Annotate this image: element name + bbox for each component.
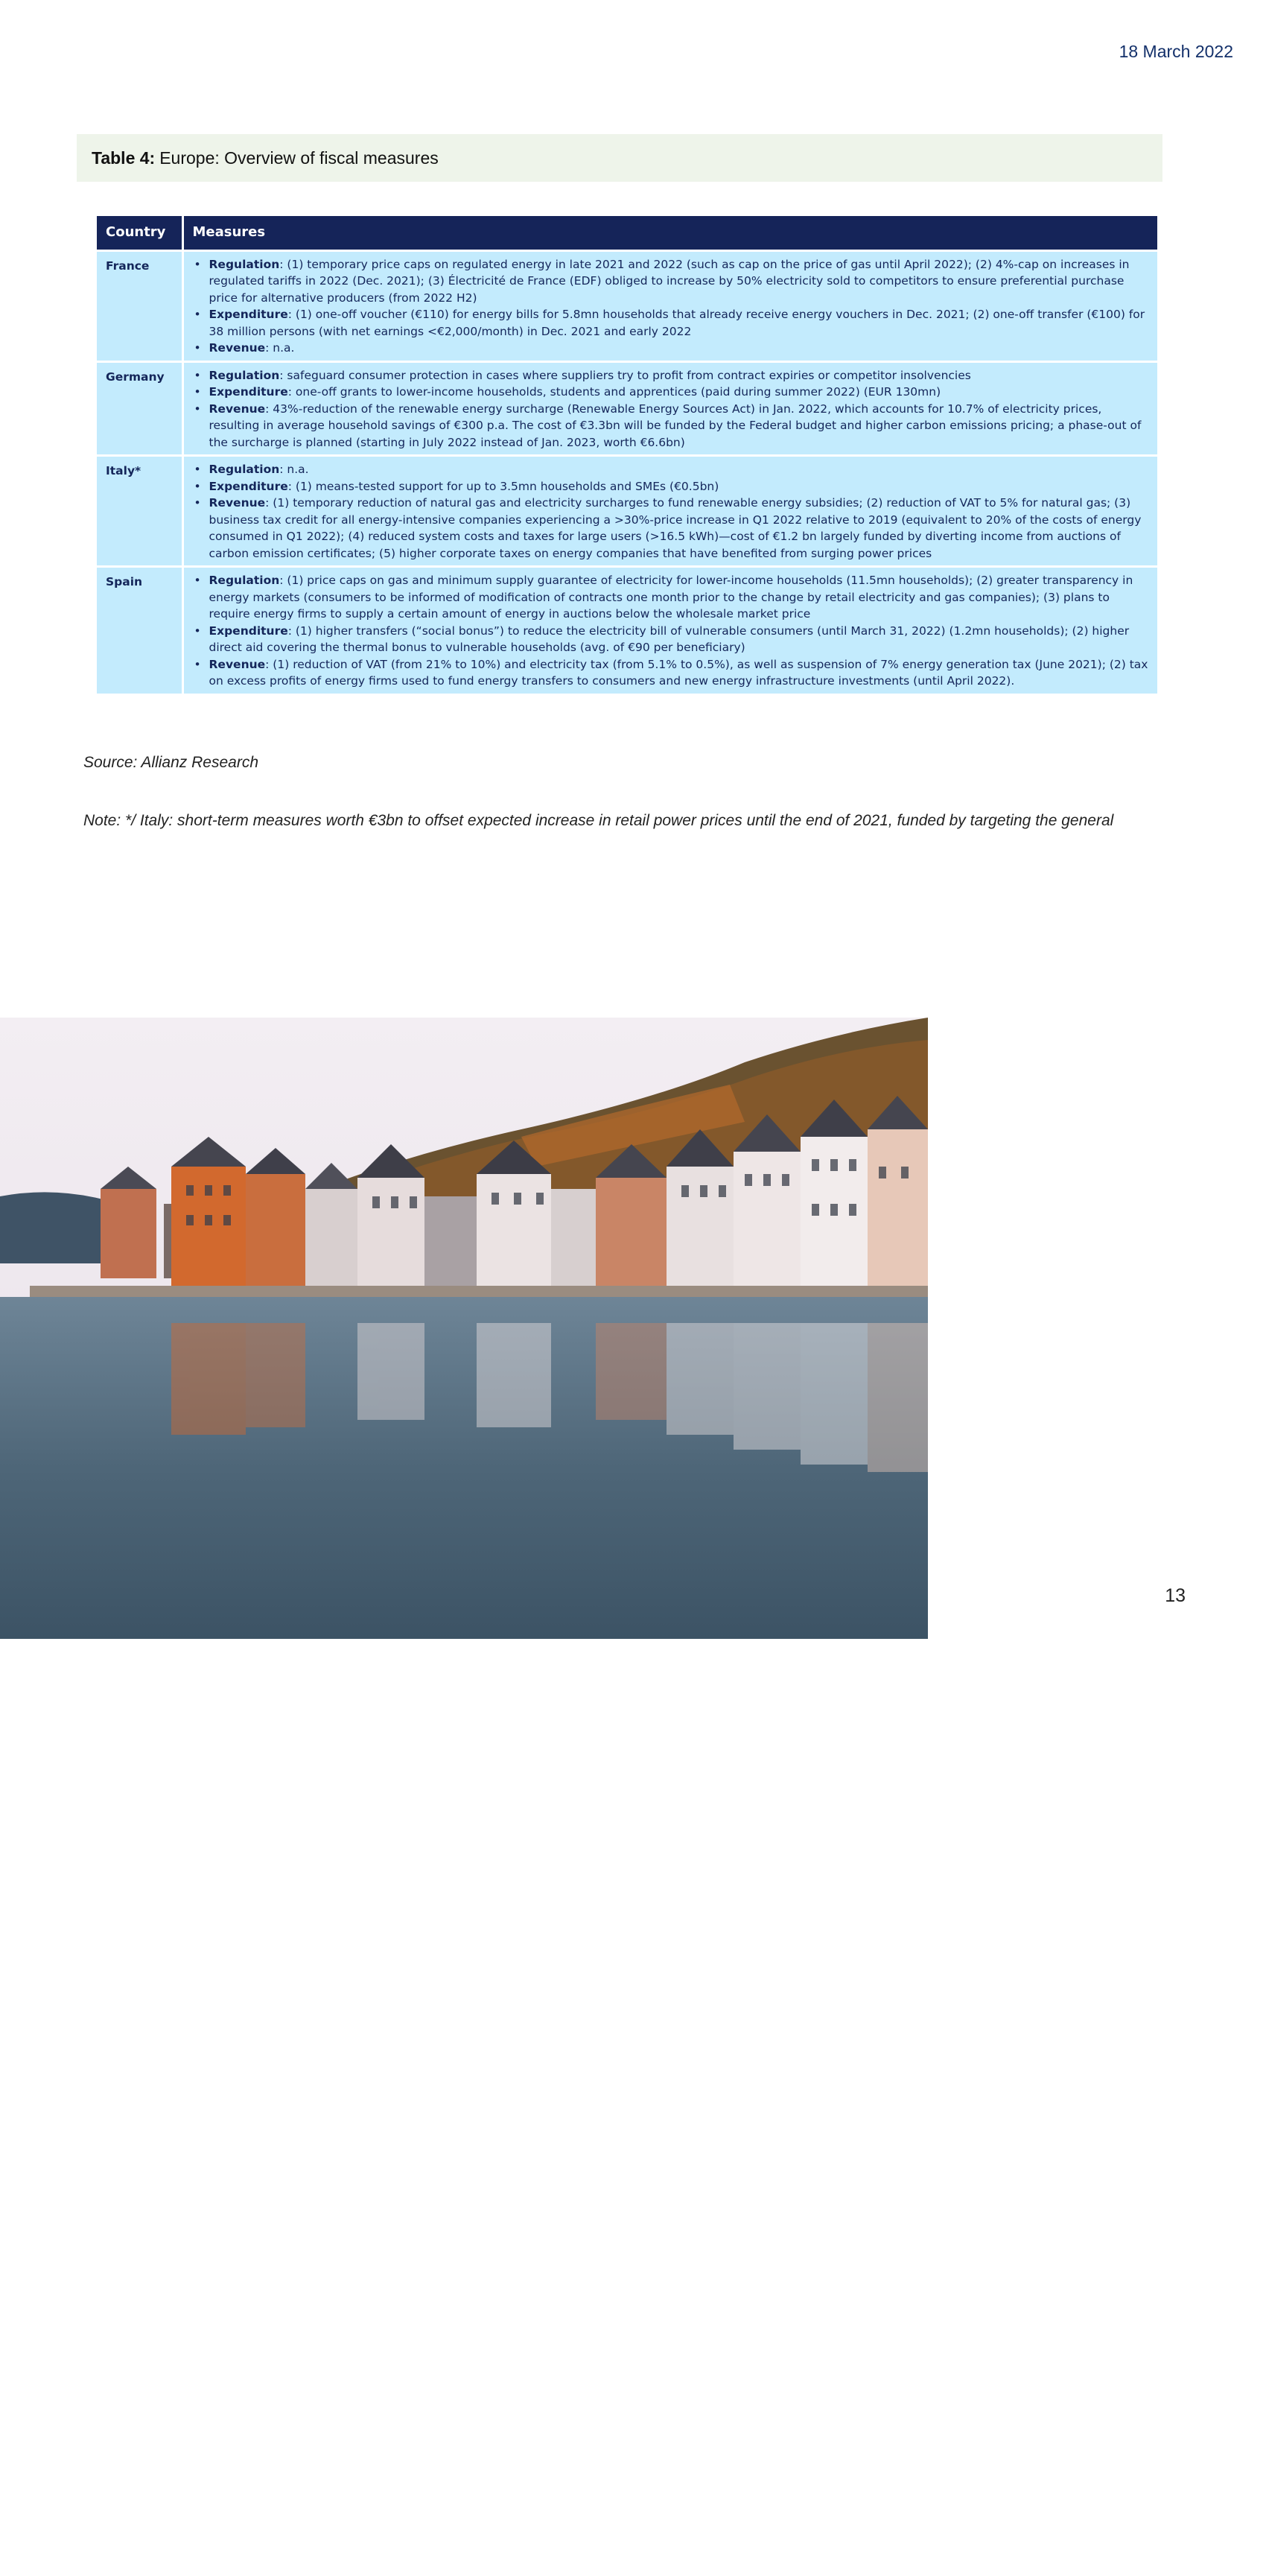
measure-label: Revenue (209, 341, 266, 355)
measure-label: Regulation (209, 463, 280, 476)
measures-cell (182, 456, 1157, 567)
measures-list (193, 461, 1149, 562)
measure-label: Expenditure (209, 624, 288, 638)
measure-text: : (1) means-tested support for up to 3.5mn households and SMEs (€0.5bn) (287, 479, 719, 493)
column-header-country: Country (97, 216, 182, 250)
river-town-photo (0, 1018, 928, 2576)
country-cell: Spain (97, 567, 182, 694)
measure-label: Expenditure (209, 385, 288, 399)
measure-text: : safeguard consumer protection in cases where suppliers try to profit from contract expiries or competitor insolvencies (279, 368, 971, 382)
measure-item (193, 495, 1149, 562)
country-cell: France (97, 250, 182, 361)
measure-item (193, 572, 1149, 623)
country-cell: Italy* (97, 456, 182, 567)
table-caption (77, 134, 1162, 182)
table-caption-title: Europe: Overview of fiscal measures (159, 147, 439, 168)
measures-list (193, 367, 1149, 451)
measure-text: : (1) temporary price caps on regulated energy in late 2021 and 2022 (such as cap on the price of gas until April 2022); (2) 4%-cap on increases in regulated tariffs in 2022 (Dec. 2021); (3) Électricité de France (EDF) obliged to increase by 50% electricity sold to competitors to ensure preferential purchase price for alternative producers (from 2022 H2) (209, 257, 1130, 305)
measure-text: : (1) price caps on gas and minimum supply guarantee of electricity for lower-income households (11.5mn households); (2) greater transparency in energy markets (consumers to be informed of modification of contracts one month prior to the change by retail electricity and gas companies); (3) plans to require energy firms to supply a certain amount of energy in auctions below the wholesale market price (209, 574, 1133, 621)
table-row (97, 567, 1157, 694)
table-row (97, 456, 1157, 567)
measure-text: : n.a. (265, 341, 295, 355)
measure-label: Regulation (209, 368, 280, 382)
fiscal-measures-table (97, 216, 1157, 694)
measure-item (193, 384, 1149, 401)
measures-list (193, 256, 1149, 357)
measure-label: Revenue (209, 402, 266, 416)
measures-cell (182, 250, 1157, 361)
measure-text: : (1) reduction of VAT (from 21% to 10%) and electricity tax (from 5.1% to 0.5%), as well as suspension of 7% energy generation tax (June 2021); (2) tax on excess profits of energy firms used to fund energy transfers to consumers and new energy infrastructure investments (until April 2022). (209, 657, 1148, 688)
measure-text: : one-off grants to lower-income households, students and apprentices (paid during summer 2022) (EUR 130mn) (287, 385, 941, 399)
measure-item (193, 367, 1149, 384)
measure-item (193, 623, 1149, 656)
river-town-illustration (0, 1018, 928, 1639)
measures-cell (182, 361, 1157, 456)
table-row (97, 361, 1157, 456)
measure-text: : (1) higher transfers (“social bonus”) to reduce the electricity bill of vulnerable consumers (until March 31, 2022) (1.2mn households); (2) higher direct aid covering the thermal bonus to vulnerable households (avg. of €90 per beneficiary) (209, 624, 1130, 654)
source-note: Source: Allianz Research (83, 754, 258, 771)
measure-label: Regulation (209, 257, 280, 271)
measure-item (193, 656, 1149, 690)
measure-text: : (1) temporary reduction of natural gas and electricity surcharges to fund renewable energy subsidies; (2) reduction of VAT to 5% for natural gas; (3) business tax credit for all energy-intensive companies experiencing a >30%-price increase in Q1 2022 relative to 2019 (equivalent to 20% of the costs of energy consumed in Q1 2022); (4) reduced system costs and taxes for large users (>16.5 kWh)—cost of €1.2 bn largely funded by diverting income from auctions of carbon emission certificates; (5) higher corporate taxes on energy companies that have benefited from surging power prices (209, 496, 1142, 560)
measure-text: : 43%-reduction of the renewable energy surcharge (Renewable Energy Sources Act) in Jan. 2022, which accounts for 10.7% of electricity prices, resulting in average household savings of €300 p.a. The cost of €3.3bn will be funded by the Federal budget and higher carbon emissions pricing; a phase-out of the surcharge is planned (starting in July 2022 instead of Jan. 2023, worth €6.6bn) (209, 402, 1142, 449)
measures-list (193, 572, 1149, 690)
measure-item (193, 256, 1149, 307)
report-date: 18 March 2022 (1119, 42, 1233, 61)
measure-item (193, 478, 1149, 495)
measures-cell (182, 567, 1157, 694)
measure-label: Revenue (209, 496, 266, 510)
country-cell: Germany (97, 361, 182, 456)
measure-label: Expenditure (209, 308, 288, 321)
measure-label: Revenue (209, 657, 266, 671)
measure-item (193, 306, 1149, 340)
measure-item (193, 340, 1149, 357)
measure-item (193, 401, 1149, 451)
measure-label: Regulation (209, 574, 280, 587)
footnote: Note: */ Italy: short-term measures worth €3bn to offset expected increase in retail power prices until the end of 2021, funded by targeting the general (83, 812, 1114, 829)
photo-credit: Photo by Alex Vasey on Unsplash (40, 2387, 54, 2576)
measure-text: : n.a. (279, 463, 309, 476)
measure-label: Expenditure (209, 479, 288, 493)
measure-item (193, 461, 1149, 478)
table-row (97, 250, 1157, 361)
measure-text: : (1) one-off voucher (€110) for energy bills for 5.8mn households that already receive energy vouchers in Dec. 2021; (2) one-off transfer (€100) for 38 million persons (with net earnings <€2,000/month) in Dec. 2021 and early 2022 (209, 308, 1145, 338)
page-number: 13 (1165, 1585, 1186, 1606)
column-header-measures: Measures (182, 216, 1157, 250)
table-header-row (97, 216, 1157, 250)
table-caption-label: Table 4: (92, 147, 156, 168)
